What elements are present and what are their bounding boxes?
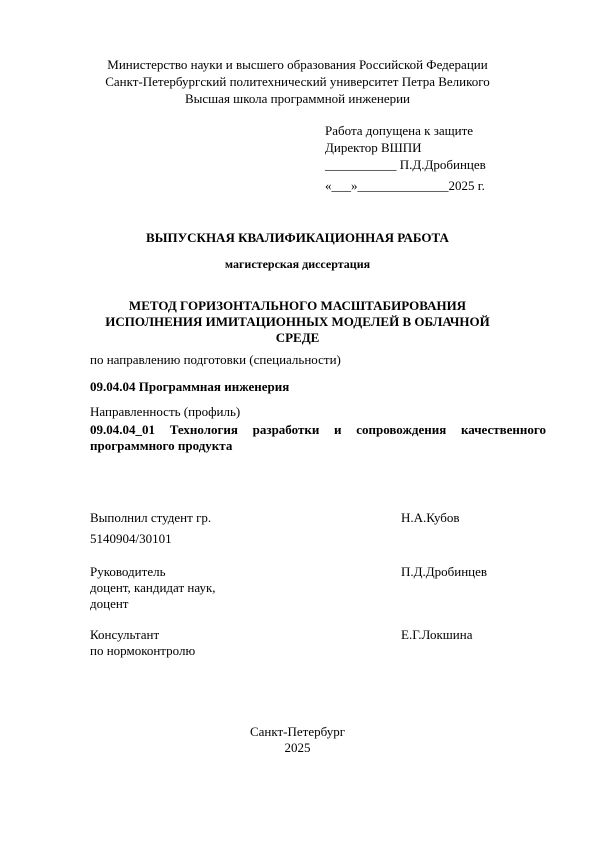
direction-label: по направлению подготовки (специальности)	[90, 352, 341, 367]
title-line-1: МЕТОД ГОРИЗОНТАЛЬНОГО МАСШТАБИРОВАНИЯ	[128, 298, 467, 313]
direction-value: 09.04.04 Программная инженерия	[90, 379, 290, 394]
approval-admitted: Работа допущена к защите	[325, 123, 474, 138]
header-line-ministry: Министерство науки и высшего образования Российской Федерации	[107, 57, 488, 72]
footer-city: Санкт-Петербург	[249, 724, 346, 739]
title-line-2: ИСПОЛНЕНИЯ ИМИТАЦИОННЫХ МОДЕЛЕЙ В ОБЛАЧНОЙ	[105, 314, 490, 329]
title-line-3: СРЕДЕ	[275, 330, 320, 345]
supervisor-label: Руководитель	[90, 564, 166, 579]
student-group: 5140904/30101	[90, 531, 172, 546]
supervisor-title-2: доцент	[90, 596, 129, 611]
approval-director: Директор ВШПИ	[325, 140, 422, 155]
student-label: Выполнил студент гр.	[90, 510, 212, 525]
header-line-university: Санкт-Петербургский политехнический университет Петра Великого	[105, 74, 490, 89]
header-line-school: Высшая школа программной инженерии	[185, 91, 410, 106]
consultant-name: Е.Г.Локшина	[401, 627, 473, 642]
supervisor-name: П.Д.Дробинцев	[401, 564, 488, 579]
consultant-sub: по нормоконтролю	[90, 643, 196, 658]
consultant-label: Консультант	[90, 627, 160, 642]
footer-year: 2025	[284, 740, 311, 755]
profile-value: 09.04.04_01 Технология разработки и сопровождения качественного программного продукта	[90, 422, 546, 453]
approval-date-line: «___»______________2025 г.	[325, 178, 485, 193]
student-name: Н.А.Кубов	[401, 510, 460, 525]
approval-signature-line: ___________ П.Д.Дробинцев	[325, 157, 486, 172]
work-type-heading: ВЫПУСКНАЯ КВАЛИФИКАЦИОННАЯ РАБОТА	[146, 230, 449, 245]
profile-label: Направленность (профиль)	[90, 404, 241, 419]
work-subtype: магистерская диссертация	[224, 257, 371, 271]
supervisor-title: доцент, кандидат наук,	[90, 580, 216, 595]
